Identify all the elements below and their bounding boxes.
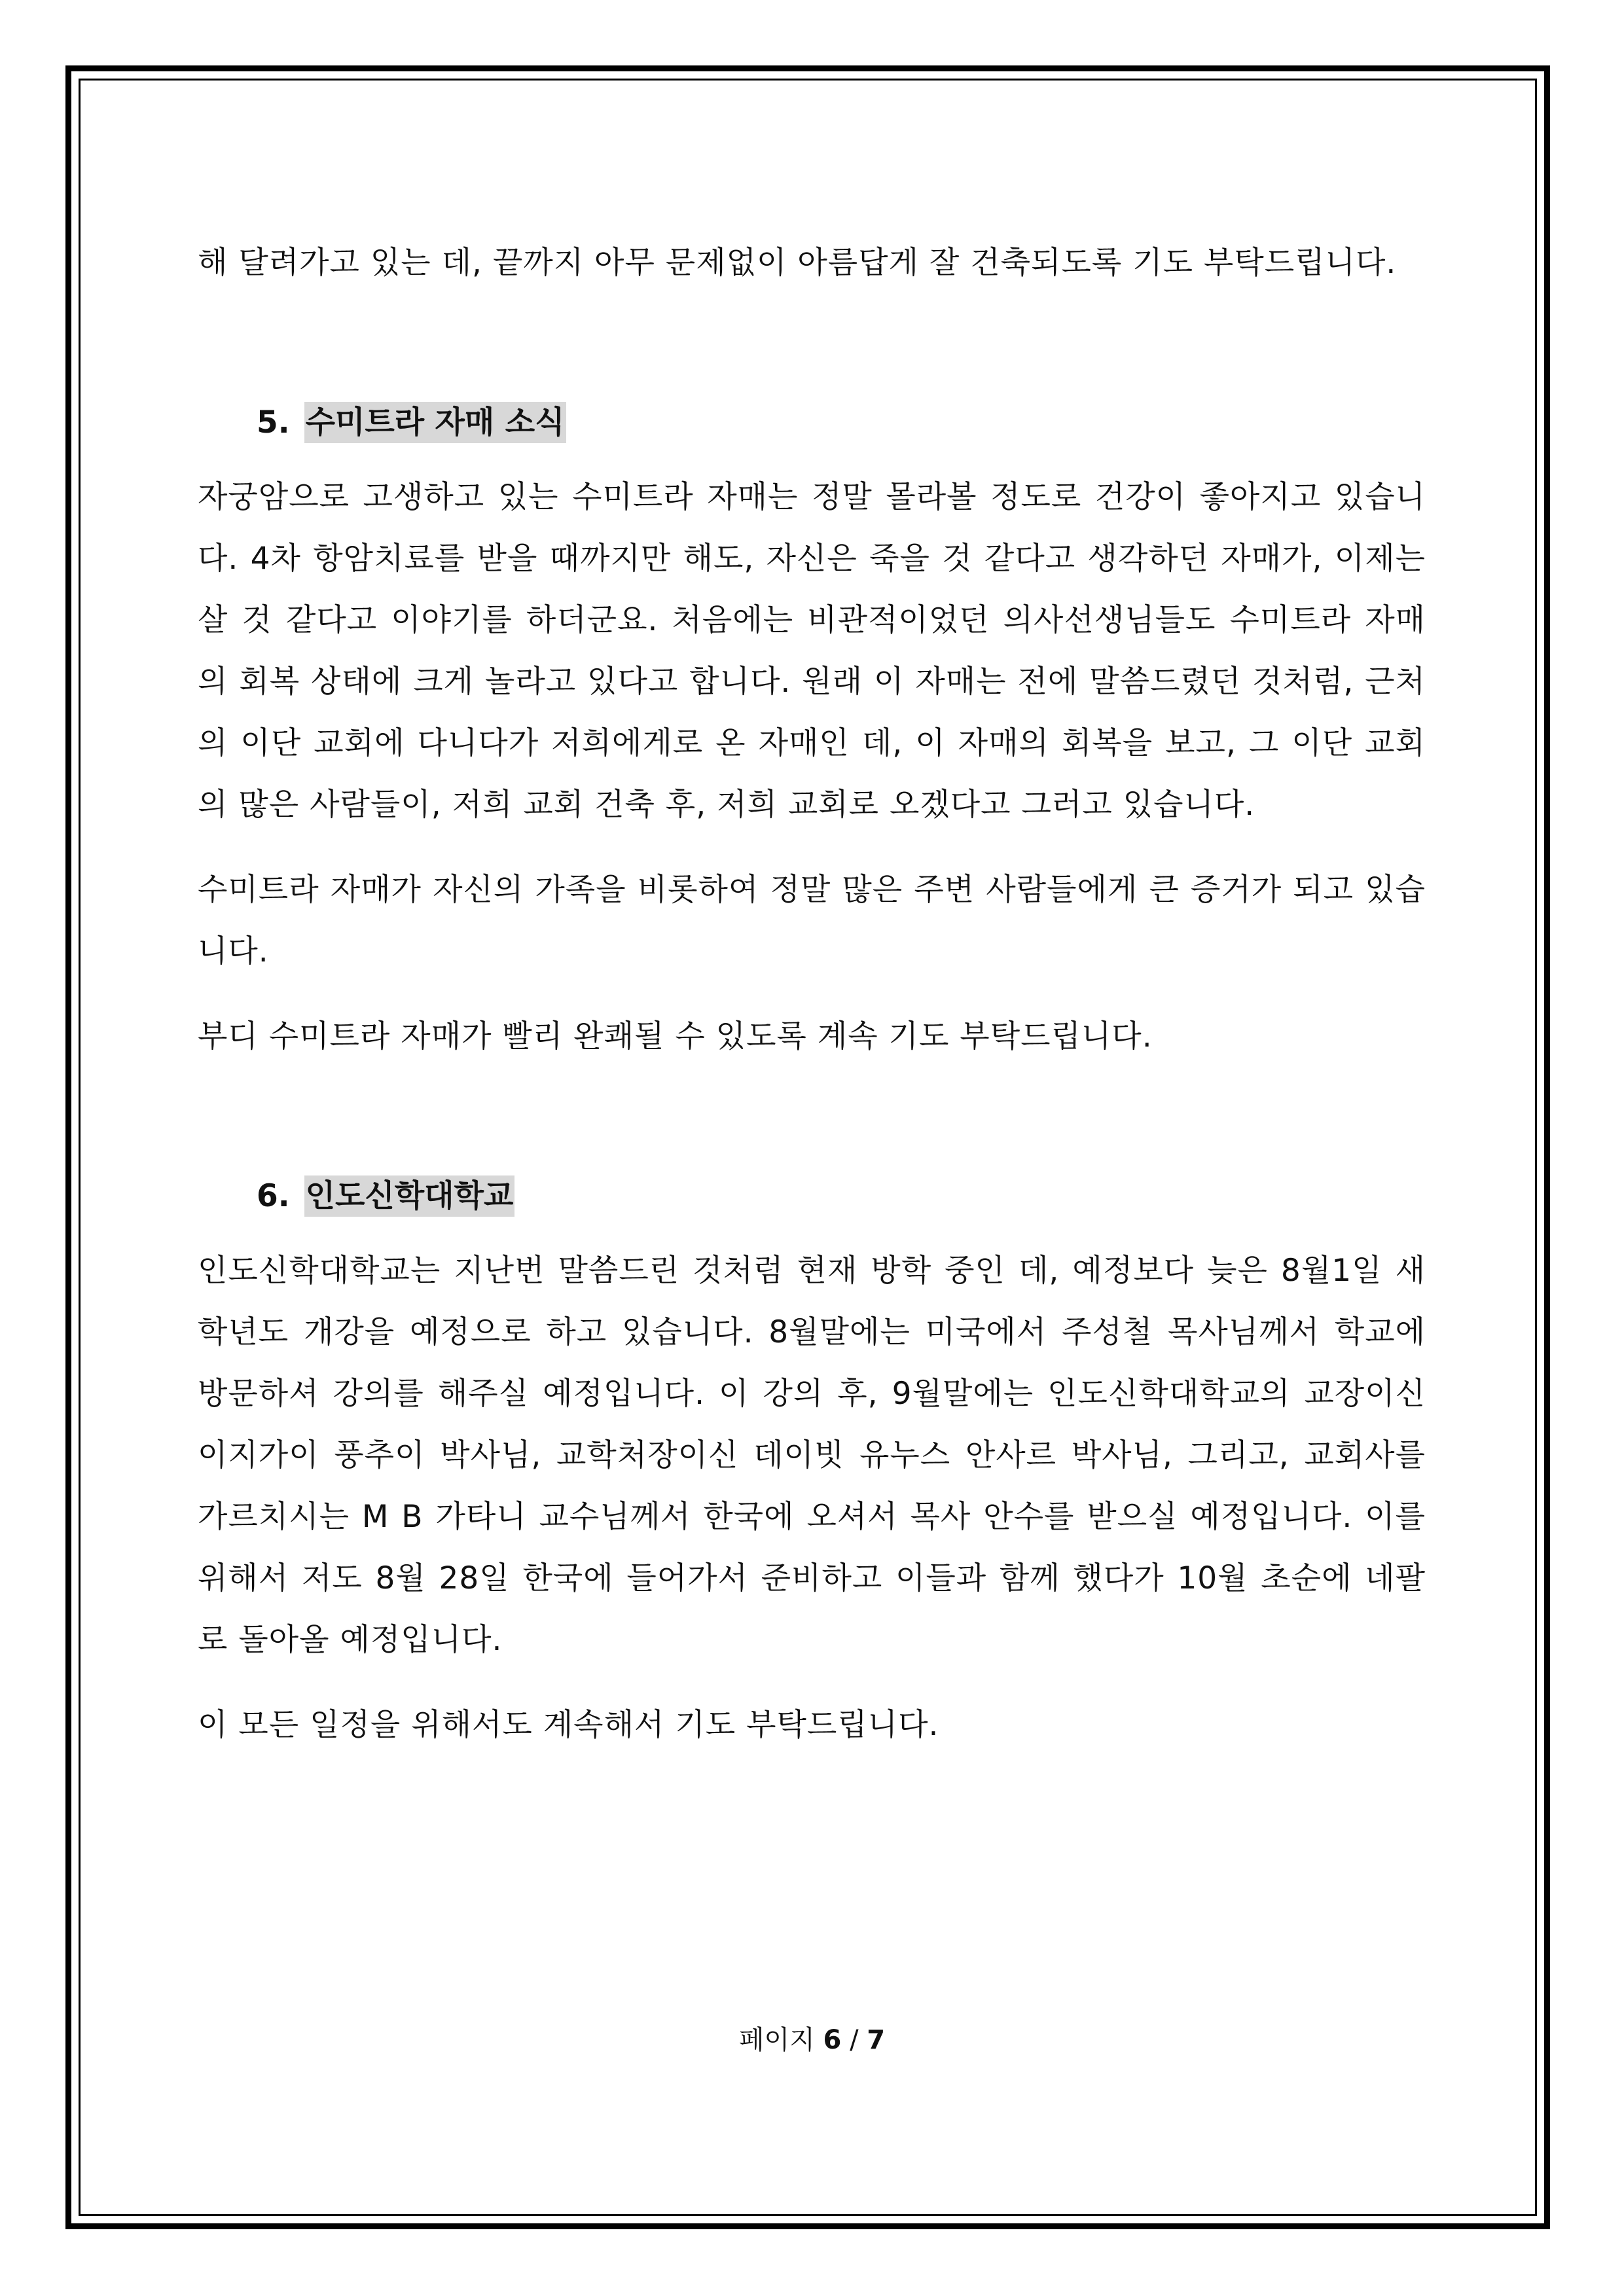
section-6-paragraph-1: 인도신학대학교는 지난번 말씀드린 것처럼 현재 방학 중인 데, 예정보다 늦은 8월1일 새학년도 개강을 예정으로 하고 있습니다. 8월말에는 미국에서 주성철 목사님께서 학교에 방문하셔 강의를 해주실 예정입니다. 이 강의 후, 9월말에는 인도신학대학교의 교장이신 이지가이 풍추이 박사님, 교학처장이신 데이빗 유누스 안사르 박사님, 그리고, 교회사를 가르치시는 M B 가타니 교수님께서 한국에 오셔서 목사 안수를 받으실 예정입니다. 이를 위해서 저도 8월 28일 한국에 들어가서 준비하고 이들과 함께 했다가 10월 초순에 네팔로 돌아올 예정입니다.: [198, 1253, 1426, 1658]
page-footer: [0, 2019, 1624, 2056]
section-5-number: 5.: [257, 404, 290, 440]
section-6-paragraph-2: 이 모든 일정을 위해서도 계속해서 기도 부탁드립니다.: [198, 1707, 939, 1743]
section-6-title: 인도신학대학교: [304, 1175, 515, 1217]
footer-total-pages: 7: [867, 2025, 886, 2055]
intro-paragraph: 해 달려가고 있는 데, 끝까지 아무 문제없이 아름답게 잘 건축되도록 기도 부탁드립니다.: [198, 245, 1397, 281]
section-6-heading: [257, 1166, 1426, 1227]
section-gap: [198, 1067, 1426, 1166]
footer-separator: /: [850, 2025, 859, 2055]
section-5-title: 수미트라 자매 소식: [304, 402, 566, 443]
section-6-number: 6.: [257, 1178, 290, 1214]
document-body: [198, 232, 1426, 1756]
section-gap: [198, 294, 1426, 392]
section-5-paragraph-3: 부디 수미트라 자매가 빨리 완쾌될 수 있도록 계속 기도 부탁드립니다.: [198, 1018, 1153, 1054]
section-5-heading: [257, 392, 1426, 454]
footer-current-page: 6: [823, 2025, 842, 2055]
section-5-paragraph-2: 수미트라 자매가 자신의 가족을 비롯하여 정말 많은 주변 사람들에게 큰 증거가 되고 있습니다.: [198, 872, 1426, 969]
section-5-paragraph-1: 자궁암으로 고생하고 있는 수미트라 자매는 정말 몰라볼 정도로 건강이 좋아지고 있습니다. 4차 항암치료를 받을 때까지만 해도, 자신은 죽을 것 같다고 생각하던 자매가, 이제는 살 것 같다고 이야기를 하더군요. 처음에는 비관적이었던 의사선생님들도 수미트라 자매의 회복 상태에 크게 놀라고 있다고 합니다. 원래 이 자매는 전에 말씀드렸던 것처럼, 근처의 이단 교회에 다니다가 저희에게로 온 자매인 데, 이 자매의 회복을 보고, 그 이단 교회의 많은 사람들이, 저희 교회 건축 후, 저희 교회로 오겠다고 그러고 있습니다.: [198, 479, 1426, 823]
footer-label: 페이지: [738, 2025, 815, 2055]
